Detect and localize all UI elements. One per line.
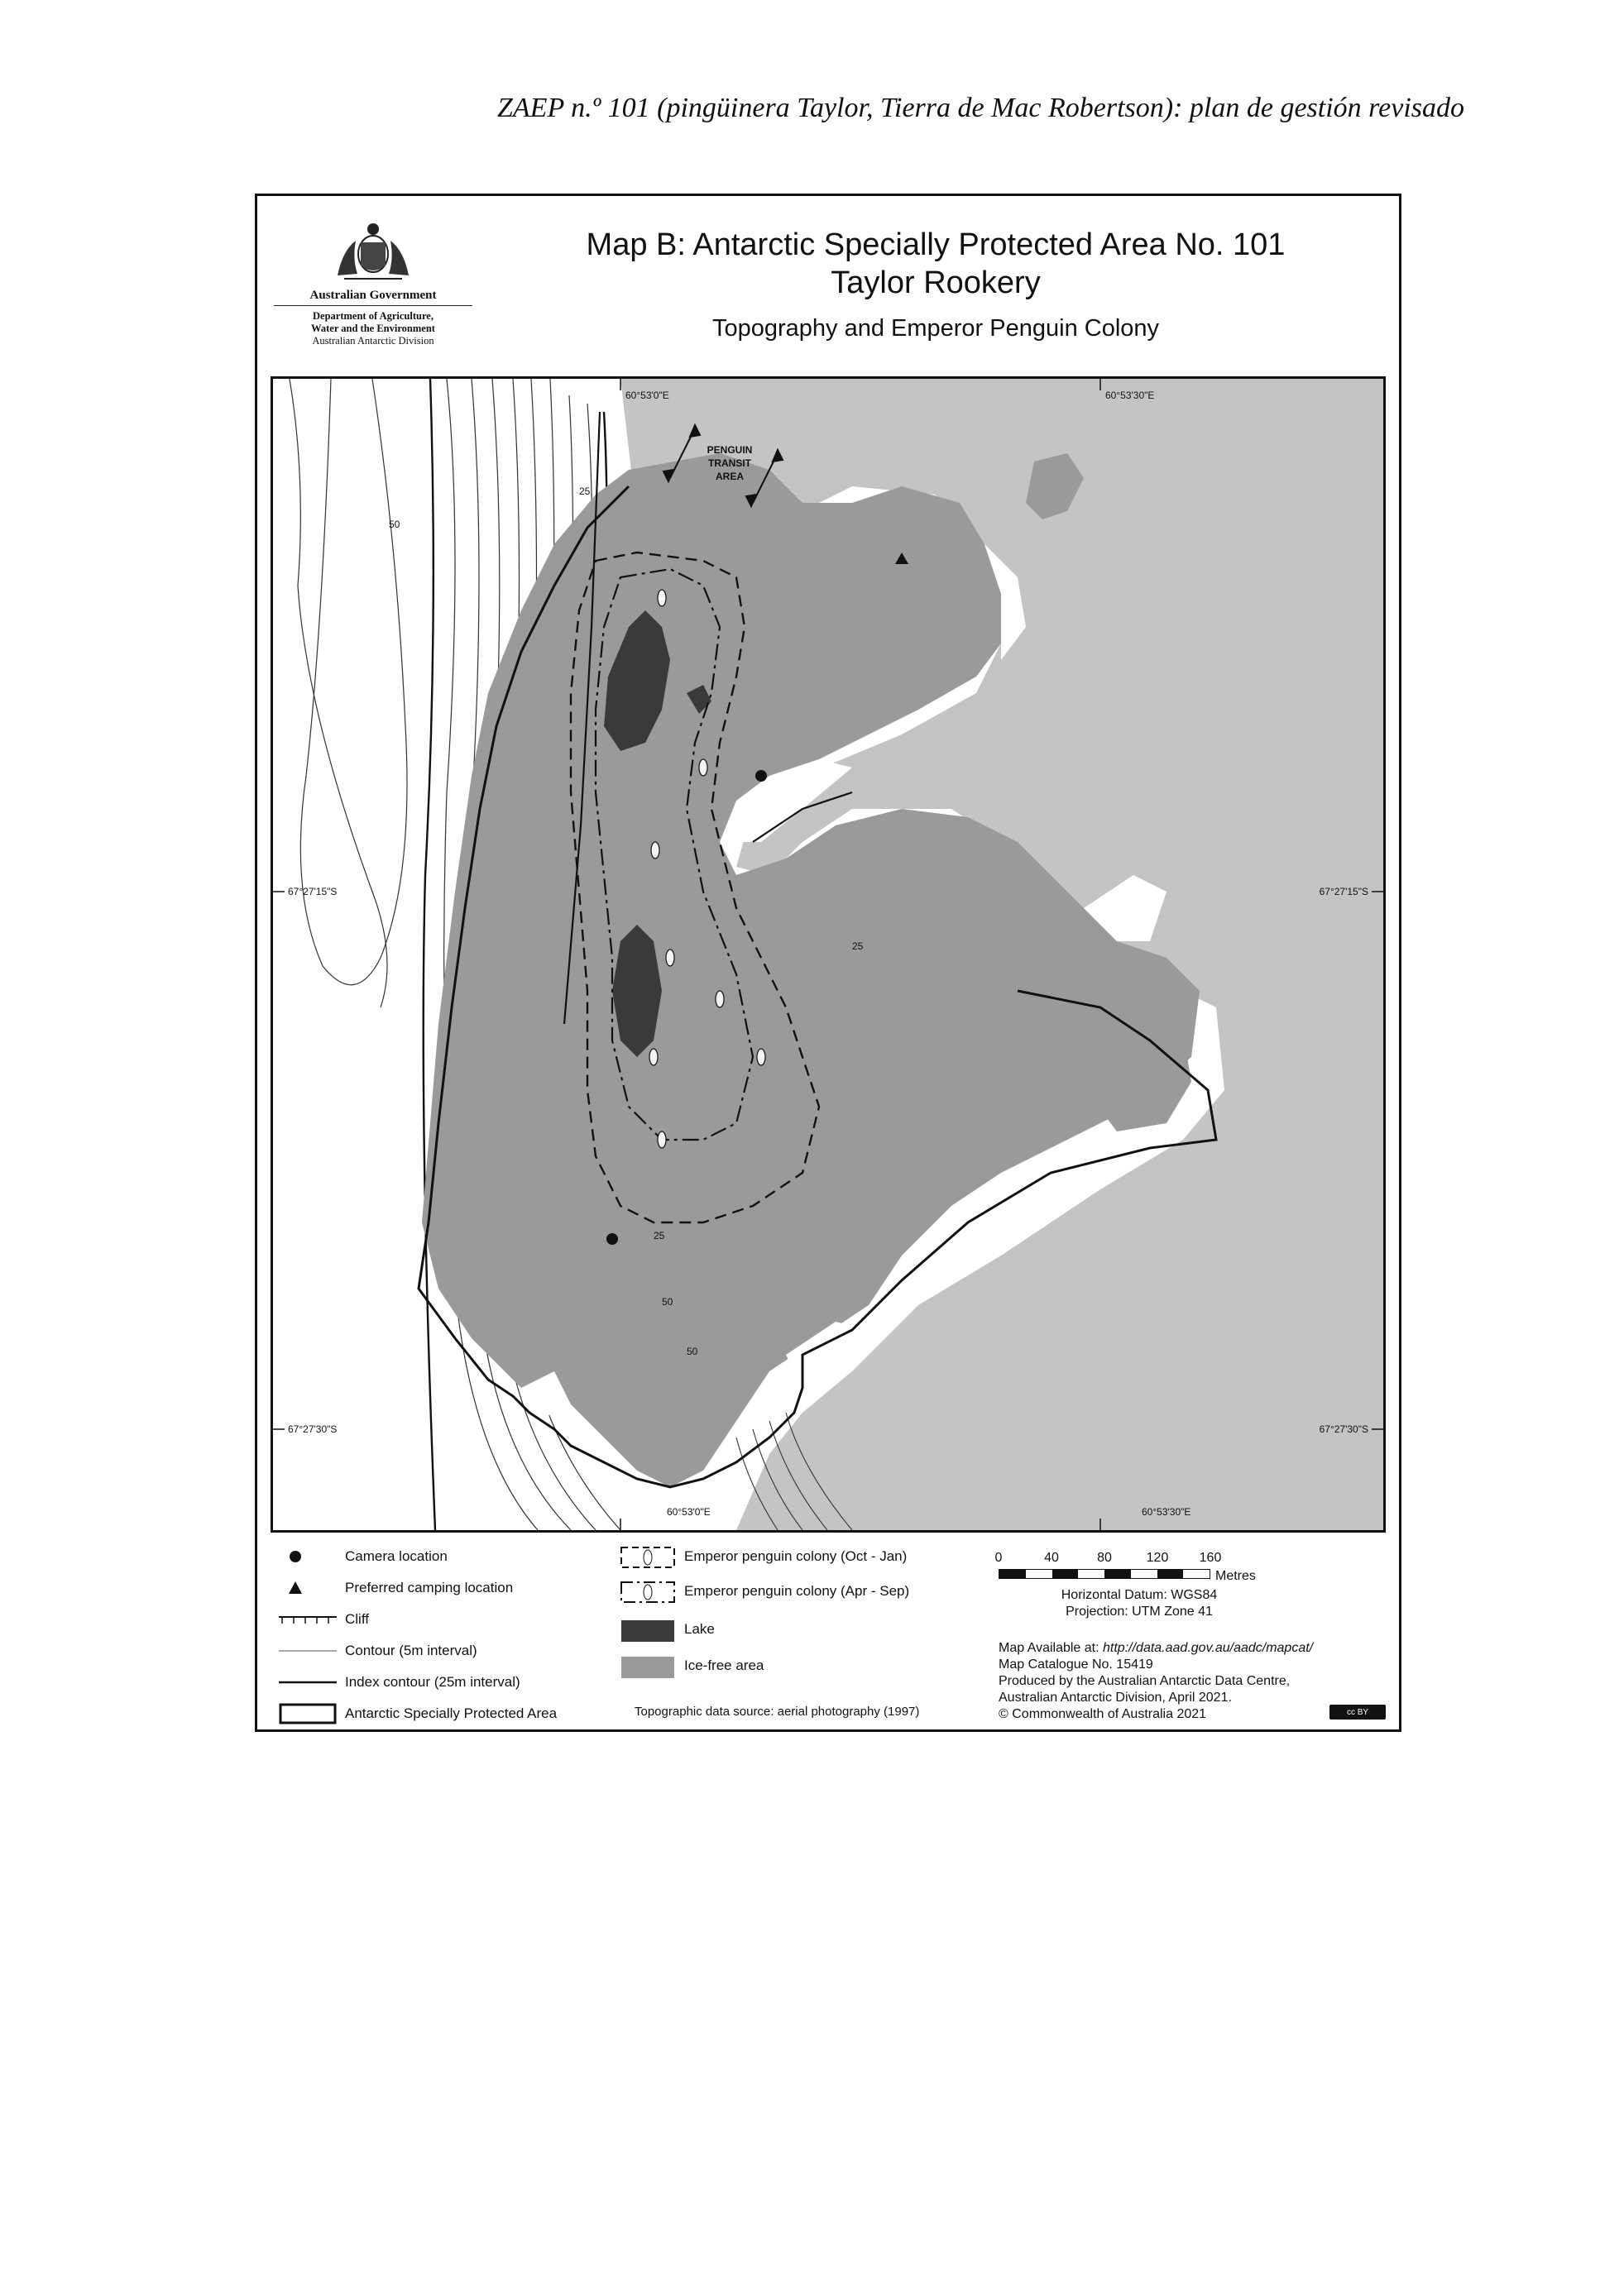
- coord-right-lower: 67°27'30"S: [1319, 1423, 1368, 1435]
- coord-bottom-right: 60°53'30"E: [1142, 1506, 1191, 1518]
- contour-label: 50: [687, 1346, 698, 1357]
- coord-top-right: 60°53'30"E: [1105, 390, 1155, 401]
- legend-ice-free: Ice-free area: [618, 1655, 764, 1677]
- government-logo: [274, 218, 472, 347]
- produced-by-line-1: Produced by the Australian Antarctic Data Centre,: [999, 1674, 1291, 1688]
- coord-top-left: 60°53'0"E: [625, 390, 669, 401]
- map-title: Map B: Antarctic Specially Protected Area No. 101: [586, 227, 1286, 262]
- topo-data-source: Topographic data source: aerial photography (1997): [635, 1705, 920, 1719]
- legend-index-contour: Index contour (25m interval): [279, 1672, 520, 1693]
- aspa-boundary-icon: [279, 1703, 345, 1724]
- department-line-2: Water and the Environment: [311, 323, 435, 334]
- legend-colony-summer: Emperor penguin colony (Oct - Jan): [618, 1546, 907, 1567]
- produced-by-line-2: Australian Antarctic Division, April 2021.: [999, 1691, 1232, 1705]
- contour-label: 25: [654, 1230, 665, 1241]
- scale-bar-segments: [999, 1569, 1210, 1579]
- coord-left-upper: 67°27'15"S: [288, 886, 338, 897]
- map-legend: [271, 1543, 1387, 1724]
- contour-label: 50: [662, 1296, 673, 1308]
- projection: Projection: UTM Zone 41: [1066, 1605, 1213, 1619]
- camera-icon: [290, 1551, 301, 1562]
- contour-label: 50: [389, 519, 400, 530]
- camping-icon: [289, 1581, 302, 1594]
- cc-by-license-icon: cc BY: [1329, 1705, 1386, 1720]
- lake-swatch: [618, 1619, 684, 1643]
- scale-bar: 0 40 80 120 160 Metres Horizontal Datum: WGS84 Projection: UTM Zone 41: [994, 1551, 1256, 1619]
- cliff-icon: [279, 1609, 345, 1630]
- legend-camera: Camera location: [279, 1546, 448, 1567]
- legend-contour: Contour (5m interval): [279, 1640, 477, 1662]
- index-contour-icon: [279, 1672, 345, 1693]
- camera-location-south: [606, 1233, 618, 1245]
- colony-winter-icon: [618, 1581, 684, 1605]
- government-name: Australian Government: [274, 289, 472, 306]
- legend-cliff: Cliff: [279, 1609, 369, 1630]
- ice-free-swatch: [618, 1655, 684, 1680]
- legend-camping: Preferred camping location: [279, 1577, 513, 1599]
- map-title-block: [489, 226, 1382, 345]
- map-available-label: Map Available at:: [999, 1641, 1104, 1655]
- colony-summer-icon: [618, 1546, 684, 1571]
- coord-left-lower: 67°27'30"S: [288, 1423, 338, 1435]
- map-catalogue-number: Map Catalogue No. 15419: [999, 1657, 1153, 1672]
- map-catalogue-link[interactable]: http://data.aad.gov.au/aadc/mapcat/: [1103, 1641, 1314, 1655]
- department-line-1: Department of Agriculture,: [313, 310, 434, 322]
- transit-label-2: TRANSIT: [708, 457, 751, 469]
- topographic-map: [273, 379, 1383, 1530]
- contour-icon: [279, 1640, 345, 1662]
- legend-colony-winter: Emperor penguin colony (Apr - Sep): [618, 1581, 909, 1602]
- coord-bottom-left: 60°53'0"E: [667, 1506, 711, 1518]
- map-site-name: Taylor Rookery: [831, 265, 1041, 300]
- legend-lake: Lake: [618, 1619, 715, 1640]
- running-header: ZAEP n.º 101 (pingüinera Taylor, Tierra de Mac Robertson): plan de gestión revisado: [497, 93, 1464, 123]
- map-canvas: [271, 376, 1386, 1533]
- map-subtitle: Topography and Emperor Penguin Colony: [711, 315, 1160, 342]
- camera-location-north: [755, 770, 767, 782]
- legend-aspa: Antarctic Specially Protected Area: [279, 1703, 557, 1724]
- coord-right-upper: 67°27'15"S: [1319, 886, 1368, 897]
- contour-label: 25: [852, 940, 864, 952]
- copyright: © Commonwealth of Australia 2021: [999, 1707, 1207, 1721]
- map-figure: [255, 194, 1401, 1732]
- contour-label: 25: [579, 486, 591, 497]
- coat-of-arms-icon: [328, 218, 419, 284]
- horizontal-datum: Horizontal Datum: WGS84: [1061, 1588, 1218, 1602]
- transit-label-1: PENGUIN: [707, 444, 753, 456]
- division-name: Australian Antarctic Division: [312, 335, 434, 347]
- scale-unit: Metres: [1215, 1569, 1256, 1583]
- transit-label-3: AREA: [715, 471, 745, 482]
